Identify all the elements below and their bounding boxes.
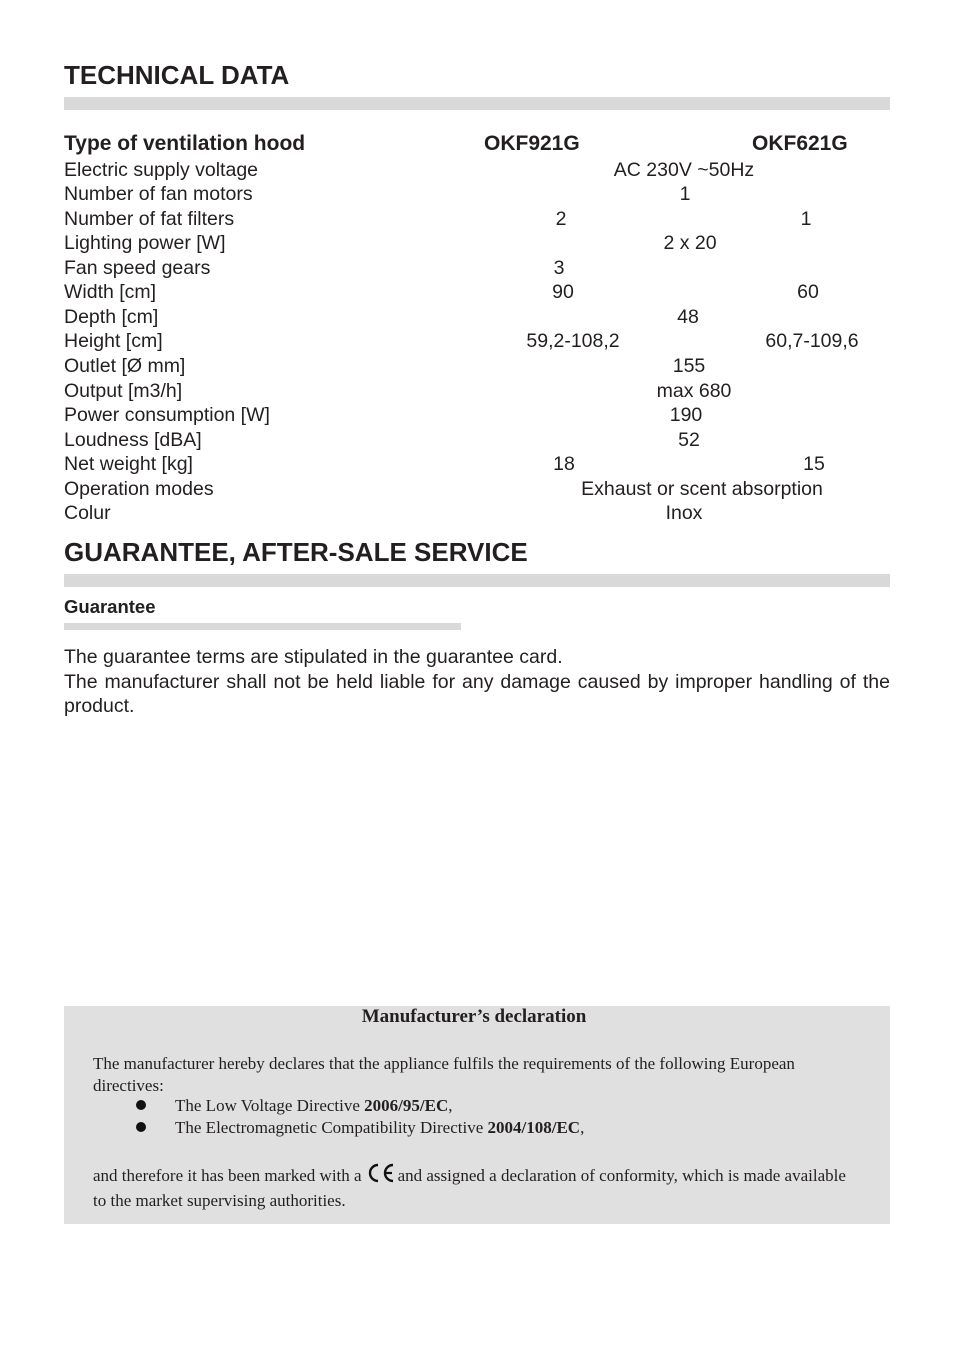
row-shared-value: 155 bbox=[672, 355, 706, 377]
declaration-closing: and therefore it has been marked with a and assigned a declaration of conformity, which is made available to the market supervising authorities. bbox=[93, 1162, 863, 1211]
row-label: Output [m3/h] bbox=[64, 380, 183, 402]
table-row bbox=[0, 404, 954, 428]
row-label: Lighting power [W] bbox=[64, 232, 226, 254]
row-value-okf621g: 60 bbox=[797, 281, 819, 303]
row-label: Colur bbox=[64, 502, 111, 524]
table-row bbox=[0, 502, 954, 526]
header-model-okf621g: OKF621G bbox=[752, 132, 848, 155]
bullet-icon bbox=[136, 1100, 146, 1110]
directive-item: The Electromagnetic Compatibility Directive 2004/108/EC, bbox=[175, 1118, 585, 1137]
guarantee-section-title: GUARANTEE, AFTER-SALE SERVICE bbox=[64, 537, 528, 567]
directive-item: The Low Voltage Directive 2006/95/EC, bbox=[175, 1096, 453, 1115]
row-label: Net weight [kg] bbox=[64, 453, 193, 475]
row-shared-value: 190 bbox=[669, 404, 703, 426]
table-row bbox=[0, 183, 954, 207]
table-row bbox=[0, 478, 954, 502]
declaration-intro: The manufacturer hereby declares that the appliance fulfils the requirements of the following European directives: bbox=[93, 1054, 795, 1095]
directive-code: 2004/108/EC bbox=[487, 1118, 581, 1137]
row-shared-value: 2 x 20 bbox=[663, 232, 717, 254]
guarantee-text bbox=[64, 645, 890, 719]
guarantee-divider bbox=[64, 574, 890, 587]
bullet-icon bbox=[136, 1122, 146, 1132]
row-value-okf921g: 18 bbox=[553, 453, 575, 475]
row-label: Number of fat filters bbox=[64, 208, 235, 230]
guarantee-line-2: The manufacturer shall not be held liable for any damage caused by improper handling of the product. bbox=[64, 670, 890, 717]
table-row bbox=[0, 281, 954, 305]
row-label: Depth [cm] bbox=[64, 306, 159, 328]
row-value-okf621g: 60,7-109,6 bbox=[765, 330, 859, 352]
row-shared-value: 52 bbox=[678, 429, 700, 451]
table-header-row bbox=[0, 132, 954, 156]
header-label: Type of ventilation hood bbox=[64, 132, 306, 155]
row-label: Outlet [Ø mm] bbox=[64, 355, 186, 377]
row-shared-value: 48 bbox=[677, 306, 699, 328]
table-row bbox=[0, 306, 954, 330]
row-label: Operation modes bbox=[64, 478, 214, 500]
guarantee-subdivider bbox=[64, 623, 461, 630]
guarantee-line-1: The guarantee terms are stipulated in the guarantee card. bbox=[64, 646, 563, 668]
ce-mark-icon bbox=[366, 1162, 396, 1190]
row-value-okf921g: 59,2-108,2 bbox=[526, 330, 620, 352]
row-value-okf921g: 3 bbox=[553, 257, 565, 279]
table-row bbox=[0, 429, 954, 453]
row-label: Power consumption [W] bbox=[64, 404, 270, 426]
table-row bbox=[0, 330, 954, 354]
title-divider bbox=[64, 97, 890, 110]
row-label: Fan speed gears bbox=[64, 257, 211, 279]
row-label: Electric supply voltage bbox=[64, 159, 259, 181]
table-row bbox=[0, 257, 954, 281]
row-value-okf621g: 15 bbox=[803, 453, 825, 475]
row-label: Loudness [dBA] bbox=[64, 429, 202, 451]
row-value-okf921g: 2 bbox=[555, 208, 567, 230]
manufacturer-declaration-box bbox=[64, 1006, 890, 1224]
row-label: Number of fan motors bbox=[64, 183, 253, 205]
row-shared-value: 1 bbox=[679, 183, 691, 205]
directive-code: 2006/95/EC bbox=[364, 1096, 449, 1115]
technical-data-title: TECHNICAL DATA bbox=[64, 60, 290, 90]
row-shared-value: Exhaust or scent absorption bbox=[581, 478, 823, 500]
row-shared-value: AC 230V ~50Hz bbox=[613, 159, 755, 181]
table-row bbox=[0, 453, 954, 477]
table-row bbox=[0, 159, 954, 183]
row-shared-value: max 680 bbox=[656, 380, 732, 402]
header-model-okf921g: OKF921G bbox=[484, 132, 580, 155]
guarantee-subtitle: Guarantee bbox=[64, 596, 156, 617]
row-shared-value: Inox bbox=[665, 502, 703, 524]
table-row bbox=[0, 355, 954, 379]
row-label: Width [cm] bbox=[64, 281, 157, 303]
row-value-okf621g: 1 bbox=[800, 208, 812, 230]
table-row bbox=[0, 232, 954, 256]
declaration-title: Manufacturer’s declaration bbox=[361, 1006, 587, 1027]
row-value-okf921g: 90 bbox=[552, 281, 574, 303]
table-row bbox=[0, 208, 954, 232]
table-row bbox=[0, 380, 954, 404]
row-label: Height [cm] bbox=[64, 330, 163, 352]
